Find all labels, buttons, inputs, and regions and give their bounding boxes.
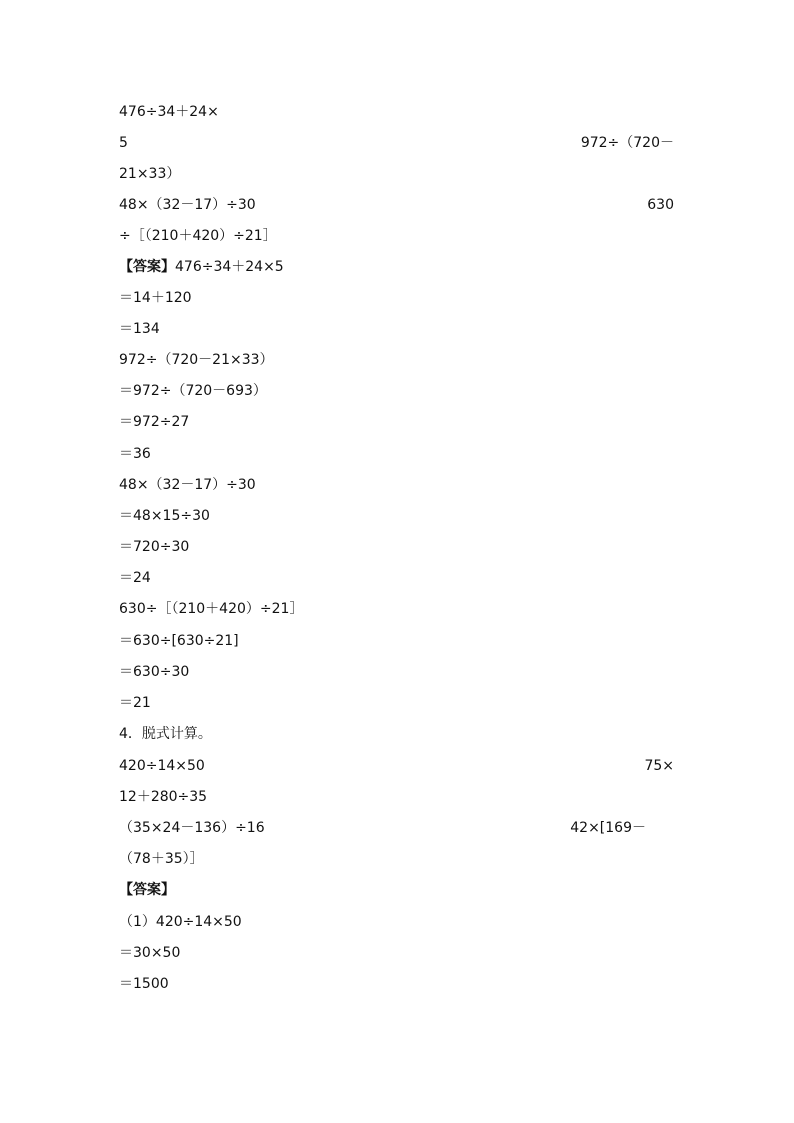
problem-line (119, 848, 674, 870)
expression-text: （78＋35）］ (119, 851, 204, 867)
answer-step: ＝24 (119, 570, 151, 586)
answer-line (119, 973, 674, 995)
answer-line (119, 879, 674, 901)
answer-step: 48×（32－17）÷30 (119, 477, 256, 493)
answer-step: ＝134 (119, 321, 160, 337)
answer-step: ＝14＋120 (119, 290, 192, 306)
problem-line (119, 225, 674, 247)
answer-step: （1）420÷14×50 (119, 914, 242, 930)
question-title: 4．脱式计算。 (119, 726, 212, 742)
answer-step: ＝48×15÷30 (119, 508, 210, 524)
answer-line (119, 474, 674, 496)
answer-line (119, 318, 674, 340)
expression-text: ÷［（210＋420）÷21］ (119, 228, 277, 244)
problem-line (119, 163, 674, 185)
answer-line (119, 287, 674, 309)
answer-step: ＝30×50 (119, 945, 181, 961)
expression-text: 48×（32－17）÷30 (119, 197, 256, 213)
problem-line (119, 755, 674, 777)
answer-label: 【答案】 (119, 259, 175, 275)
answer-step: ＝21 (119, 695, 151, 711)
answer-step: ＝630÷30 (119, 664, 190, 680)
answer-step: 476÷34＋24×5 (175, 259, 284, 275)
answer-line (119, 411, 674, 433)
answer-step: 630÷［（210＋420）÷21］ (119, 601, 304, 617)
question-heading (119, 723, 674, 745)
answer-step: ＝720÷30 (119, 539, 190, 555)
expression-text: 420÷14×50 (119, 758, 205, 774)
answer-line (119, 256, 674, 278)
expression-text: 75× (644, 758, 674, 774)
expression-text: 972÷（720－ (580, 135, 674, 151)
problem-line (119, 786, 674, 808)
expression-text: （35×24－136）÷16 (119, 820, 265, 836)
answer-line (119, 598, 674, 620)
answer-label: 【答案】 (119, 882, 175, 898)
problem-line (119, 101, 674, 123)
expression-text: 630 (647, 197, 674, 213)
answer-line (119, 942, 674, 964)
answer-step: ＝36 (119, 446, 151, 462)
problem-line (119, 194, 674, 216)
answer-step: ＝972÷27 (119, 414, 190, 430)
answer-line (119, 349, 674, 371)
answer-line (119, 911, 674, 933)
problem-line (119, 132, 674, 154)
answer-line (119, 661, 674, 683)
expression-text: 476÷34＋24× (119, 104, 219, 120)
answer-step: 972÷（720－21×33） (119, 352, 274, 368)
answer-step: ＝1500 (119, 976, 169, 992)
answer-step: ＝630÷[630÷21] (119, 633, 239, 649)
answer-line (119, 505, 674, 527)
answer-line (119, 443, 674, 465)
answer-line (119, 692, 674, 714)
expression-text: 12＋280÷35 (119, 789, 208, 805)
problem-line (119, 817, 674, 839)
answer-step: ＝972÷（720－693） (119, 383, 267, 399)
answer-line (119, 536, 674, 558)
answer-line (119, 567, 674, 589)
expression-text: 21×33） (119, 166, 181, 182)
answer-line (119, 630, 674, 652)
expression-text: 5 (119, 135, 128, 151)
expression-text: 42×[169－ (570, 820, 646, 836)
answer-line (119, 380, 674, 402)
